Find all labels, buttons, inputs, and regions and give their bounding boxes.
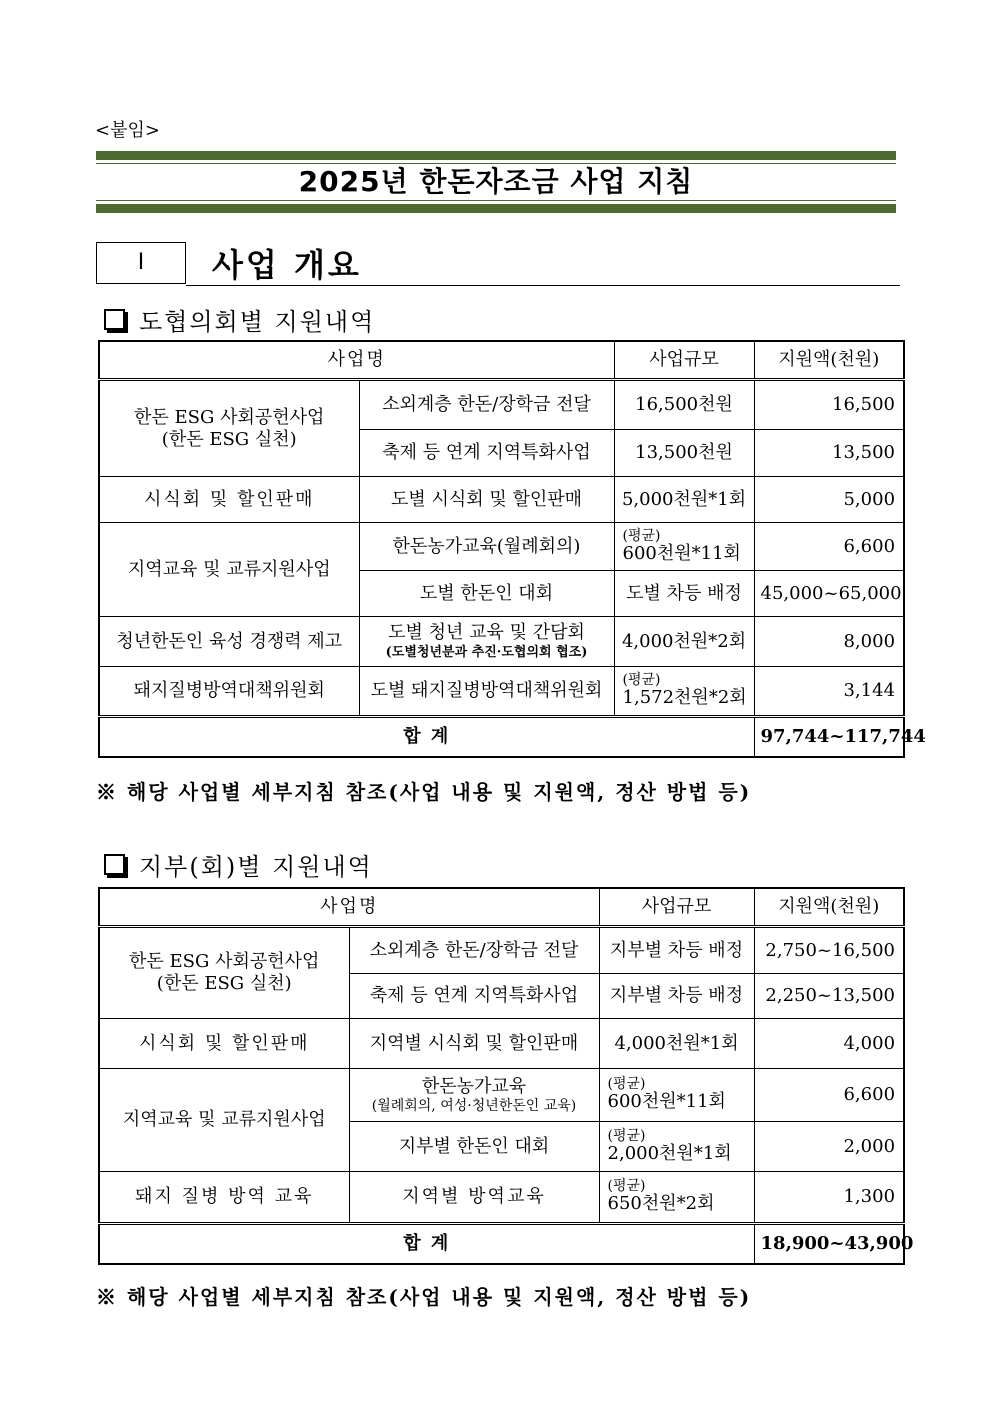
table-row [99, 1172, 904, 1224]
amount-cell: 2,000 [754, 1122, 904, 1172]
scale-cell: (평균) 2,000천원*1회 [599, 1122, 754, 1172]
document-title: 2025년 한돈자조금 사업 지침 [298, 165, 694, 198]
title-rule-bottom [96, 204, 896, 213]
table-row [99, 927, 904, 974]
header-scale: 사업규모 [614, 341, 754, 380]
item-cell: 소외계층 한돈/장학금 전달 [349, 927, 599, 974]
table2-heading [104, 847, 373, 882]
table-row [99, 477, 904, 523]
average-label: (평균) [607, 1076, 646, 1092]
category-cell: 돼지질병방역대책위원회 [99, 667, 359, 717]
title-rule-thin-bottom [96, 200, 896, 201]
table-row [99, 667, 904, 717]
item-cell: 도별 시식회 및 할인판매 [359, 477, 614, 523]
section-title: 사업 개요 [212, 246, 362, 284]
amount-cell: 6,600 [754, 523, 904, 571]
item-cell: 도별 돼지질병방역대책위원회 [359, 667, 614, 717]
table1-header-row [99, 341, 904, 380]
scale-cell: 4,000천원*1회 [599, 1019, 754, 1069]
item-cell: 한돈농가교육 (월례회의, 여성·청년한돈인 교육) [349, 1069, 599, 1122]
category-cell: 청년한돈인 육성 경쟁력 제고 [99, 617, 359, 667]
header-amount: 지원액(천원) [754, 341, 904, 380]
checkbox-square-icon [104, 309, 125, 330]
header-amount: 지원액(천원) [754, 888, 904, 927]
item-cell: 축제 등 연계 지역특화사업 [359, 430, 614, 477]
scale-cell: (평균) 1,572천원*2회 [614, 667, 754, 717]
note-2: ※ 해당 사업별 세부지침 참조(사업 내용 및 지원액, 정산 방법 등) [96, 1285, 752, 1309]
amount-cell: 45,000~65,000 [754, 571, 904, 617]
item-cell: 지부별 한돈인 대회 [349, 1122, 599, 1172]
average-label: (평균) [607, 1178, 646, 1194]
item-cell: 지역별 방역교육 [349, 1172, 599, 1224]
item-cell: 도별 청년 교육 및 간담회 (도별청년분과 추진·도협의회 협조) [359, 617, 614, 667]
amount-cell: 3,144 [754, 667, 904, 717]
amount-cell: 2,250~13,500 [754, 974, 904, 1019]
item-cell: 지역별 시식회 및 할인판매 [349, 1019, 599, 1069]
scale-cell: 5,000천원*1회 [614, 477, 754, 523]
header-scale: 사업규모 [599, 888, 754, 927]
category-cell: 돼지 질병 방역 교육 [99, 1172, 349, 1224]
item-cell: 소외계층 한돈/장학금 전달 [359, 380, 614, 430]
amount-cell: 13,500 [754, 430, 904, 477]
scale-cell: 16,500천원 [614, 380, 754, 430]
category-cell: 한돈 ESG 사회공헌사업 (한돈 ESG 실천) [99, 380, 359, 477]
total-amount: 97,744~117,744 [754, 717, 904, 758]
table-row [99, 380, 904, 430]
total-amount: 18,900~43,900 [754, 1224, 904, 1265]
amount-cell: 4,000 [754, 1019, 904, 1069]
table-row [99, 1069, 904, 1122]
category-cell: 지역교육 및 교류지원사업 [99, 1069, 349, 1172]
item-cell: 축제 등 연계 지역특화사업 [349, 974, 599, 1019]
scale-cell: (평균) 600천원*11회 [614, 523, 754, 571]
amount-cell: 1,300 [754, 1172, 904, 1224]
total-label: 합 계 [99, 1224, 754, 1265]
category-cell: 시식회 및 할인판매 [99, 1019, 349, 1069]
amount-cell: 6,600 [754, 1069, 904, 1122]
table2 [98, 887, 914, 1265]
table-row [99, 1019, 904, 1069]
table-row [99, 617, 904, 667]
header-business-name: 사업명 [99, 341, 614, 380]
checkbox-square-icon [104, 854, 125, 875]
average-label: (평균) [622, 672, 661, 688]
item-cell: 한돈농가교육(월례회의) [359, 523, 614, 571]
average-label: (평균) [622, 527, 661, 544]
scale-cell: 지부별 차등 배정 [599, 927, 754, 974]
section-underline [186, 285, 900, 286]
category-cell: 한돈 ESG 사회공헌사업 (한돈 ESG 실천) [99, 927, 349, 1019]
table1-heading-text: 도협의회별 지원내역 [139, 308, 376, 336]
average-label: (평균) [607, 1127, 646, 1144]
table2-header-row [99, 888, 904, 927]
scale-cell: 지부별 차등 배정 [599, 974, 754, 1019]
table2-total-row [99, 1224, 904, 1265]
section-number: Ⅰ [96, 242, 186, 284]
amount-cell: 16,500 [754, 380, 904, 430]
scale-cell: 도별 차등 배정 [614, 571, 754, 617]
category-cell: 시식회 및 할인판매 [99, 477, 359, 523]
scale-cell: (평균) 650천원*2회 [599, 1172, 754, 1224]
attachment-label: <붙임> [95, 120, 160, 141]
header-business-name: 사업명 [99, 888, 599, 927]
item-cell: 도별 한돈인 대회 [359, 571, 614, 617]
note-1: ※ 해당 사업별 세부지침 참조(사업 내용 및 지원액, 정산 방법 등) [96, 780, 752, 804]
table1-total-row [99, 717, 904, 758]
table2-heading-text: 지부(회)별 지원내역 [139, 853, 373, 881]
table-row [99, 523, 904, 571]
category-cell: 지역교육 및 교류지원사업 [99, 523, 359, 617]
amount-cell: 8,000 [754, 617, 904, 667]
scale-cell: 4,000천원*2회 [614, 617, 754, 667]
title-rule-top [96, 151, 896, 160]
amount-cell: 2,750~16,500 [754, 927, 904, 974]
scale-cell: 13,500천원 [614, 430, 754, 477]
amount-cell: 5,000 [754, 477, 904, 523]
table1 [98, 340, 926, 758]
total-label: 합 계 [99, 717, 754, 758]
scale-cell: (평균) 600천원*11회 [599, 1069, 754, 1122]
table1-heading [104, 302, 375, 337]
